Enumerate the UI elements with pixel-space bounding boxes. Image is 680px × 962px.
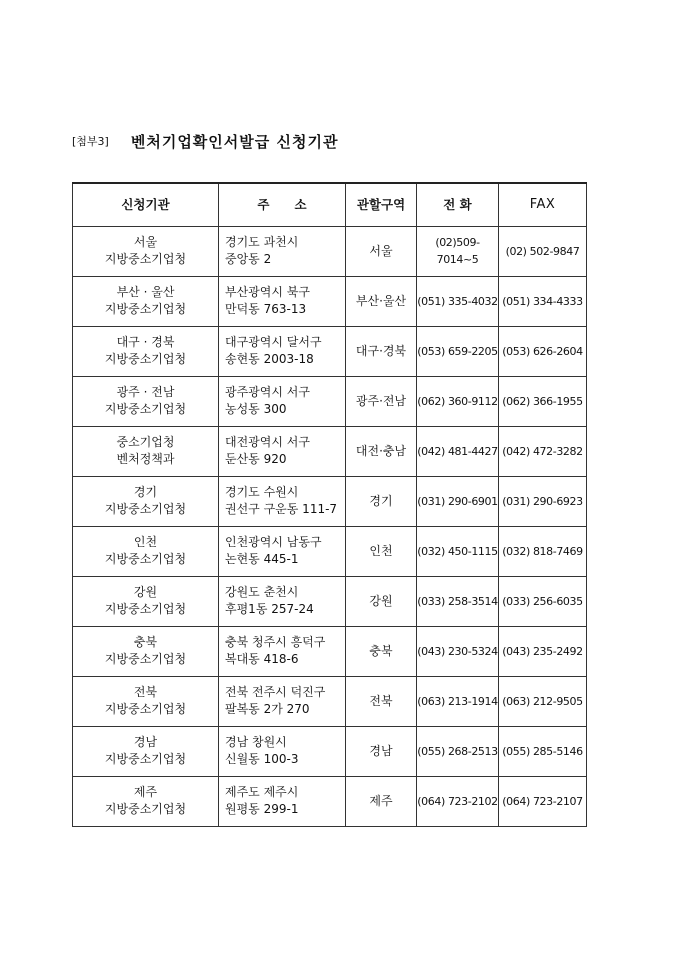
agency-name: 광주 · 전남 [116,385,175,399]
agency-office: 지방중소기업청 [104,652,187,666]
agency-name: 경남 [133,735,158,749]
agency-cell [73,276,219,326]
address-line-2: 만덕동 763-13 [225,302,307,316]
fax-cell: (062) 366-1955 [499,376,587,426]
address-line-1: 전북 전주시 덕진구 [225,685,326,699]
address-line-2: 팔복동 2가 270 [225,702,310,716]
address-line-1: 경기도 수원시 [225,485,299,499]
address-line-2: 송현동 2003-18 [225,352,314,366]
agency-office: 지방중소기업청 [104,352,187,366]
agency-cell [73,576,219,626]
fax-cell: (033) 256-6035 [499,576,587,626]
table-row [73,426,587,476]
table-row [73,726,587,776]
address-cell [219,376,346,426]
address-line-1: 인천광역시 남동구 [225,535,322,549]
address-line-1: 제주도 제주시 [225,785,299,799]
phone-cell: (053) 659-2205 [417,326,499,376]
address-line-1: 충북 청주시 흥덕구 [225,635,326,649]
agency-office: 지방중소기업청 [104,402,187,416]
attachment-label: [첨부3] [72,135,109,148]
table-row [73,276,587,326]
table-header-row [73,183,587,226]
phone-cell: (031) 290-6901 [417,476,499,526]
region-cell: 인천 [346,526,417,576]
column-header-fax: FAX [499,183,587,226]
region-cell: 경기 [346,476,417,526]
table-row [73,376,587,426]
fax-cell: (031) 290-6923 [499,476,587,526]
region-cell: 경남 [346,726,417,776]
fax-cell: (063) 212-9505 [499,676,587,726]
agency-name: 인천 [133,535,158,549]
fax-cell: (055) 285-5146 [499,726,587,776]
column-header-address: 주 소 [219,183,346,226]
address-cell [219,326,346,376]
phone-cell: (063) 213-1914 [417,676,499,726]
document-header [72,130,338,152]
phone-cell: (033) 258-3514 [417,576,499,626]
column-header-agency: 신청기관 [73,183,219,226]
agency-cell [73,426,219,476]
phone-cell: (043) 230-5324 [417,626,499,676]
agency-name: 경기 [133,485,158,499]
fax-cell: (053) 626-2604 [499,326,587,376]
table-row [73,226,587,276]
address-cell [219,276,346,326]
address-line-1: 경남 창원시 [225,735,287,749]
region-cell: 서울 [346,226,417,276]
region-cell: 광주·전남 [346,376,417,426]
address-cell [219,426,346,476]
table-row [73,326,587,376]
agency-name: 중소기업청 [116,435,175,449]
phone-cell: (042) 481-4427 [417,426,499,476]
region-cell: 충북 [346,626,417,676]
agency-cell [73,626,219,676]
fax-cell: (051) 334-4333 [499,276,587,326]
region-cell: 제주 [346,776,417,826]
agency-cell [73,676,219,726]
agency-office: 지방중소기업청 [104,802,187,816]
phone-cell: (062) 360-9112 [417,376,499,426]
address-line-2: 후평1동 257-24 [225,602,314,616]
address-line-2: 중앙동 2 [225,252,272,266]
agency-table [72,182,587,827]
agency-name: 대구 · 경북 [116,335,175,349]
agency-office: 지방중소기업청 [104,502,187,516]
agency-cell [73,226,219,276]
address-cell [219,626,346,676]
fax-cell: (032) 818-7469 [499,526,587,576]
address-cell [219,476,346,526]
fax-cell: (064) 723-2107 [499,776,587,826]
region-cell: 대전·충남 [346,426,417,476]
address-line-2: 원평동 299-1 [225,802,299,816]
agency-cell [73,726,219,776]
agency-cell [73,476,219,526]
table-row [73,576,587,626]
agency-name: 충북 [133,635,158,649]
address-cell [219,676,346,726]
table-row [73,476,587,526]
address-cell [219,726,346,776]
table-row [73,526,587,576]
table-row [73,676,587,726]
agency-office: 지방중소기업청 [104,252,187,266]
address-line-1: 강원도 춘천시 [225,585,299,599]
address-line-2: 신월동 100-3 [225,752,299,766]
address-line-2: 농성동 300 [225,402,287,416]
address-cell [219,526,346,576]
column-header-phone: 전 화 [417,183,499,226]
phone-cell: (051) 335-4032 [417,276,499,326]
phone-cell: (055) 268-2513 [417,726,499,776]
region-cell: 전북 [346,676,417,726]
address-line-1: 부산광역시 북구 [225,285,310,299]
agency-office: 지방중소기업청 [104,602,187,616]
document-title: 벤처기업확인서발급 신청기관 [130,132,339,151]
column-header-region: 관할구역 [346,183,417,226]
agency-name: 제주 [133,785,158,799]
agency-office: 지방중소기업청 [104,302,187,316]
address-line-2: 논현동 445-1 [225,552,299,566]
agency-cell [73,526,219,576]
fax-cell: (02) 502-9847 [499,226,587,276]
region-cell: 강원 [346,576,417,626]
phone-cell: (064) 723-2102 [417,776,499,826]
fax-cell: (043) 235-2492 [499,626,587,676]
address-line-1: 경기도 과천시 [225,235,299,249]
address-cell [219,576,346,626]
agency-name: 서울 [133,235,158,249]
address-line-2: 복대동 418-6 [225,652,299,666]
phone-cell: (02)509-7014~5 [417,226,499,276]
address-line-2: 둔산동 920 [225,452,287,466]
region-cell: 부산·울산 [346,276,417,326]
region-cell: 대구·경북 [346,326,417,376]
agency-cell [73,376,219,426]
agency-office: 지방중소기업청 [104,552,187,566]
agency-office: 지방중소기업청 [104,702,187,716]
agency-name: 부산 · 울산 [116,285,175,299]
agency-name: 강원 [133,585,158,599]
table-row [73,626,587,676]
address-line-1: 광주광역시 서구 [225,385,310,399]
agency-cell [73,326,219,376]
fax-cell: (042) 472-3282 [499,426,587,476]
address-cell [219,776,346,826]
agency-cell [73,776,219,826]
table-row [73,776,587,826]
agency-office: 지방중소기업청 [104,752,187,766]
address-cell [219,226,346,276]
address-line-1: 대전광역시 서구 [225,435,310,449]
address-line-2: 권선구 구운동 111-7 [225,502,338,516]
address-line-1: 대구광역시 달서구 [225,335,322,349]
agency-name: 전북 [133,685,158,699]
agency-office: 벤처정책과 [116,452,175,466]
phone-cell: (032) 450-1115 [417,526,499,576]
